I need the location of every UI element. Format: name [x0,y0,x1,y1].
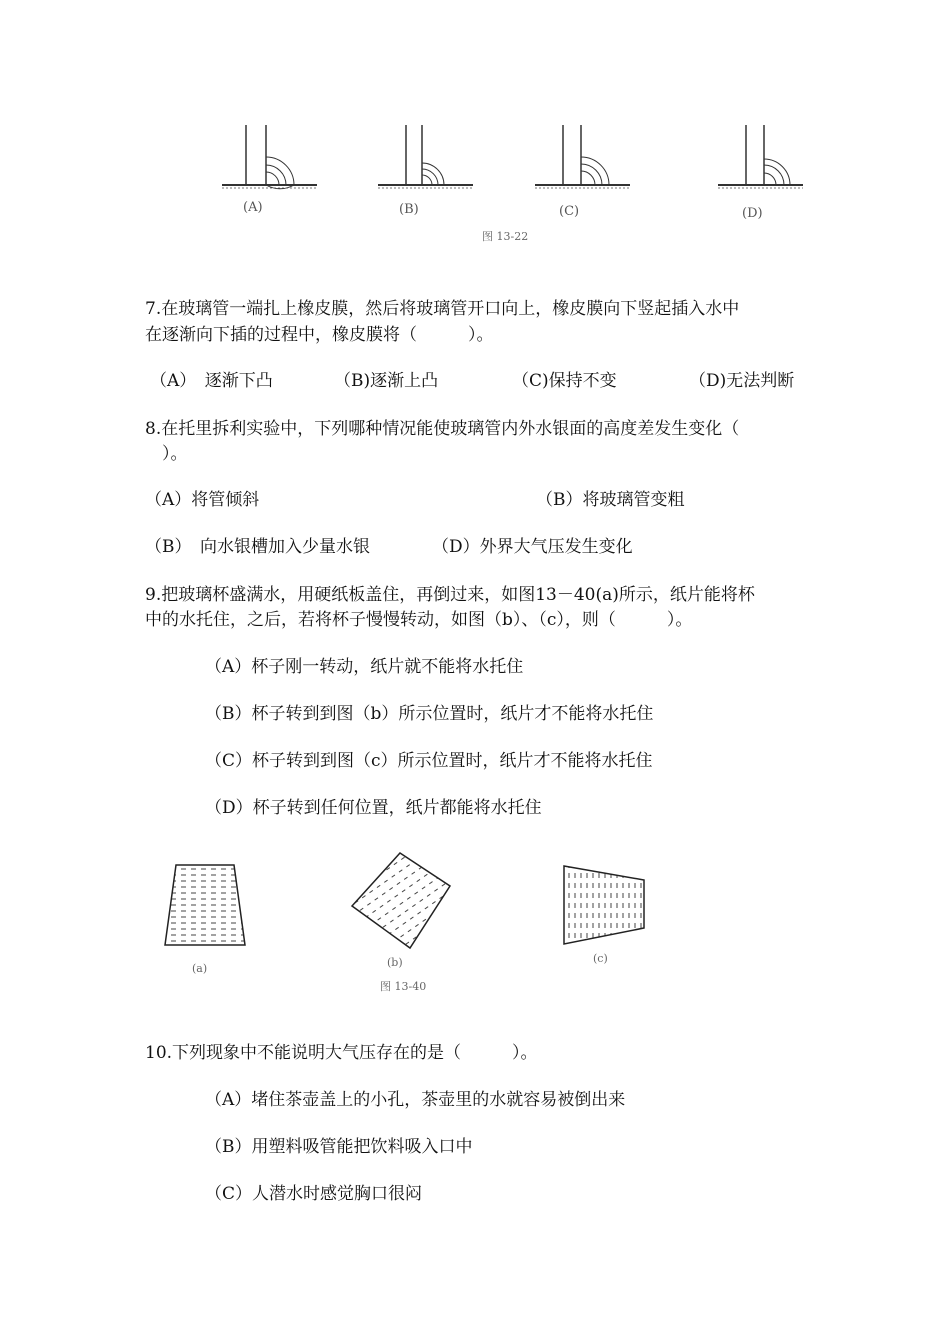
figure-13-22-diagram-d [718,120,818,200]
figure-13-22-label-d: (D) [742,206,763,221]
figure-13-40-glass-b [348,848,458,953]
figure-13-40-label-b: (b) [387,956,403,969]
question-9-option-a: （A）杯子刚一转动，纸片就不能将水托住 [205,657,524,677]
figure-13-22-caption: 图 13-22 [482,230,529,243]
figure-13-22-diagram-c [535,120,635,200]
question-10-option-b: （B）用塑料吸管能把饮料吸入口中 [205,1137,473,1157]
question-7-option-a: （A） 逐渐下凸 [150,371,273,391]
question-8-option-d: （D）外界大气压发生变化 [432,537,633,557]
figure-13-40-glass-c [560,862,650,950]
question-8-line-1: 8.在托里拆利实验中，下列哪种情况能使玻璃管内外水银面的高度差发生变化（ [145,419,740,439]
figure-13-22-diagram-b [378,120,478,200]
question-8-line-2: ）。 [145,444,188,464]
question-10-option-c: （C）人潜水时感觉胸口很闷 [205,1184,423,1204]
question-7-option-b: （B)逐渐上凸 [334,371,439,391]
figure-13-40-caption: 图 13-40 [380,980,427,993]
question-10-line-1: 10.下列现象中不能说明大气压存在的是（ ）。 [145,1043,538,1063]
question-8-option-b-add-mercury: （B） 向水银槽加入少量水银 [145,537,370,557]
figure-13-22-label-a: (A) [243,200,263,215]
question-7-line-2: 在逐渐向下插的过程中，橡皮膜将（ ）。 [145,325,494,345]
question-10-option-a: （A）堵住茶壶盖上的小孔，茶壶里的水就容易被倒出来 [205,1090,626,1110]
figure-13-40-glass-a [160,860,250,952]
figure-13-40-label-c: (c) [593,952,608,965]
question-9-line-1: 9.把玻璃杯盛满水，用硬纸板盖住，再倒过来，如图13－40(a)所示，纸片能将杯 [145,585,755,605]
question-9-option-b: （B）杯子转到到图（b）所示位置时，纸片才不能将水托住 [205,704,654,724]
figure-13-22-label-c: (C) [559,204,580,219]
question-7-option-c: （C)保持不变 [512,371,617,391]
question-9-option-c: （C）杯子转到到图（c）所示位置时，纸片才不能将水托住 [205,751,653,771]
figure-13-40-label-a: (a) [192,962,208,975]
question-7-option-d: （D)无法判断 [689,371,795,391]
question-7-line-1: 7.在玻璃管一端扎上橡皮膜，然后将玻璃管开口向上，橡皮膜向下竖起插入水中 [145,299,740,319]
question-9-line-2: 中的水托住，之后，若将杯子慢慢转动，如图（b）、（c），则（ ）。 [145,610,693,630]
question-8-option-b-thicker-tube: （B）将玻璃管变粗 [536,490,685,510]
figure-13-22-diagram-a [222,120,322,200]
question-9-option-d: （D）杯子转到任何位置，纸片都能将水托住 [205,798,542,818]
question-8-option-a: （A）将管倾斜 [145,490,260,510]
figure-13-22-label-b: (B) [399,202,419,217]
